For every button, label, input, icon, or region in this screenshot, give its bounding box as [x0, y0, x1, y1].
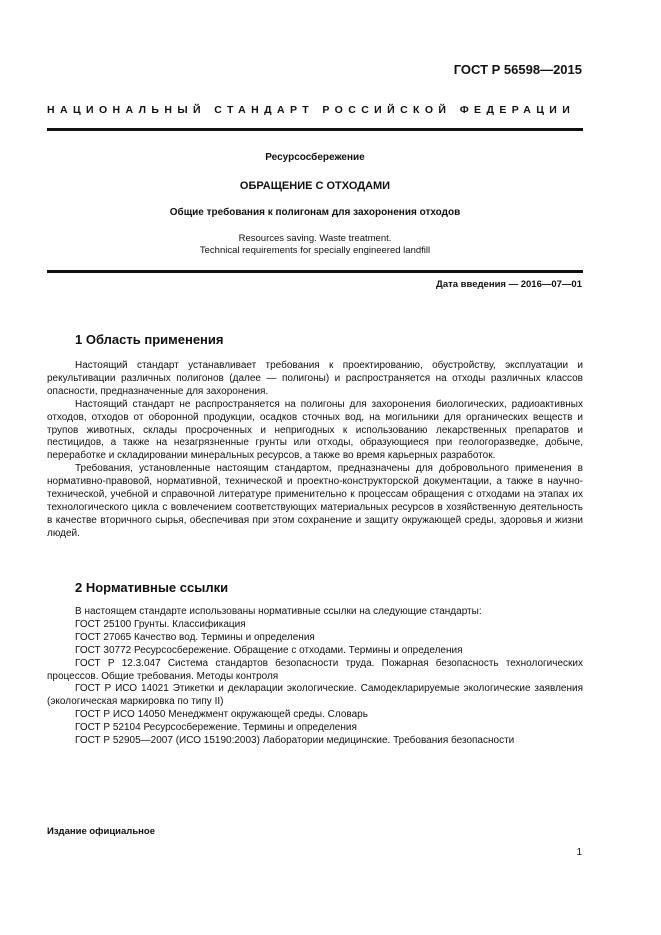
edition-label: Издание официальное	[47, 826, 155, 837]
section-1-body	[47, 360, 583, 541]
reference-item: ГОСТ Р ИСО 14021 Этикетки и декларации экологические. Самодекларируемые экологические заявления (экологическая маркировка по типу II)	[47, 683, 583, 708]
title-english-line-1: Resources saving. Waste treatment.	[238, 233, 392, 244]
reference-item: ГОСТ Р 52104 Ресурсосбережение. Термины и определения	[75, 722, 357, 734]
introduction-date: Дата введения — 2016—07—01	[436, 279, 582, 290]
title-english-line-2: Technical requirements for specially engineered landfill	[199, 245, 431, 256]
references-intro: В настоящем стандарте использованы нормативные ссылки на следующие стандарты:	[75, 606, 482, 617]
reference-item: ГОСТ 25100 Грунты. Классификация	[75, 618, 246, 630]
section-2-body	[47, 606, 583, 748]
section-2-heading: 2 Нормативные ссылки	[75, 580, 229, 595]
reference-item: ГОСТ 27065 Качество вод. Термины и определения	[75, 631, 315, 643]
reference-item: ГОСТ Р 12.3.047 Система стандартов безопасности труда. Пожарная безопасность технологических процессов. Общие требования. Методы контроля	[47, 657, 583, 682]
top-divider	[47, 128, 583, 131]
title-subject: Ресурсосбережение	[265, 152, 365, 163]
document-code: ГОСТ Р 56598—2015	[453, 62, 582, 77]
title-english	[47, 233, 583, 257]
middle-divider	[47, 270, 583, 273]
paragraph: Настоящий стандарт устанавливает требования к проектированию, обустройству, эксплуатации и рекультивации различных полигонов (далее — полигоны) и распространяется на отходы различных классов опасности, предназначенные для захоронения.	[47, 360, 583, 397]
title-main: ОБРАЩЕНИЕ С ОТХОДАМИ	[239, 180, 391, 192]
paragraph: Настоящий стандарт не распространяется на полигоны для захоронения биологических, радиоактивных отходов, отходов от оборонной продукции, осадков сточных вод, на могильники для органических веществ и трупов животных, склады просроченных и непригодных к использованию лекарственных препаратов и пестицидов, а также на незагрязненные грунты или отходы, образующиеся при геологоразведке, добыче, переработке и складировании минеральных ресурсов, а также во время карьерных разработок.	[47, 398, 583, 462]
section-1-heading: 1 Область применения	[75, 332, 224, 347]
reference-item: ГОСТ Р 52905—2007 (ИСО 15190:2003) Лаборатории медицинские. Требования безопасности	[75, 735, 515, 747]
page-number: 1	[576, 847, 582, 858]
national-standard-banner: НАЦИОНАЛЬНЫЙ СТАНДАРТ РОССИЙСКОЙ ФЕДЕРАЦИИ	[47, 104, 576, 116]
reference-item: ГОСТ 30772 Ресурсосбережение. Обращение с отходами. Термины и определения	[75, 644, 463, 656]
title-subtitle: Общие требования к полигонам для захоронения отходов	[169, 207, 461, 218]
paragraph: Требования, установленные настоящим стандартом, предназначены для добровольного применения в нормативно-правовой, нормативной, технической и проектно-конструкторской документации, а также в научно-технической, учебной и справочной литературе применительно к процессам обращения с отходами на этапах их технологического цикла с вовлечением соответствующих материальных ресурсов в хозяйственную деятельность в качестве вторичного сырья, обеспечивая при этом сохранение и защиту окружающей среды, здоровья и жизни людей.	[47, 463, 583, 539]
reference-item: ГОСТ Р ИСО 14050 Менеджмент окружающей среды. Словарь	[75, 709, 368, 721]
